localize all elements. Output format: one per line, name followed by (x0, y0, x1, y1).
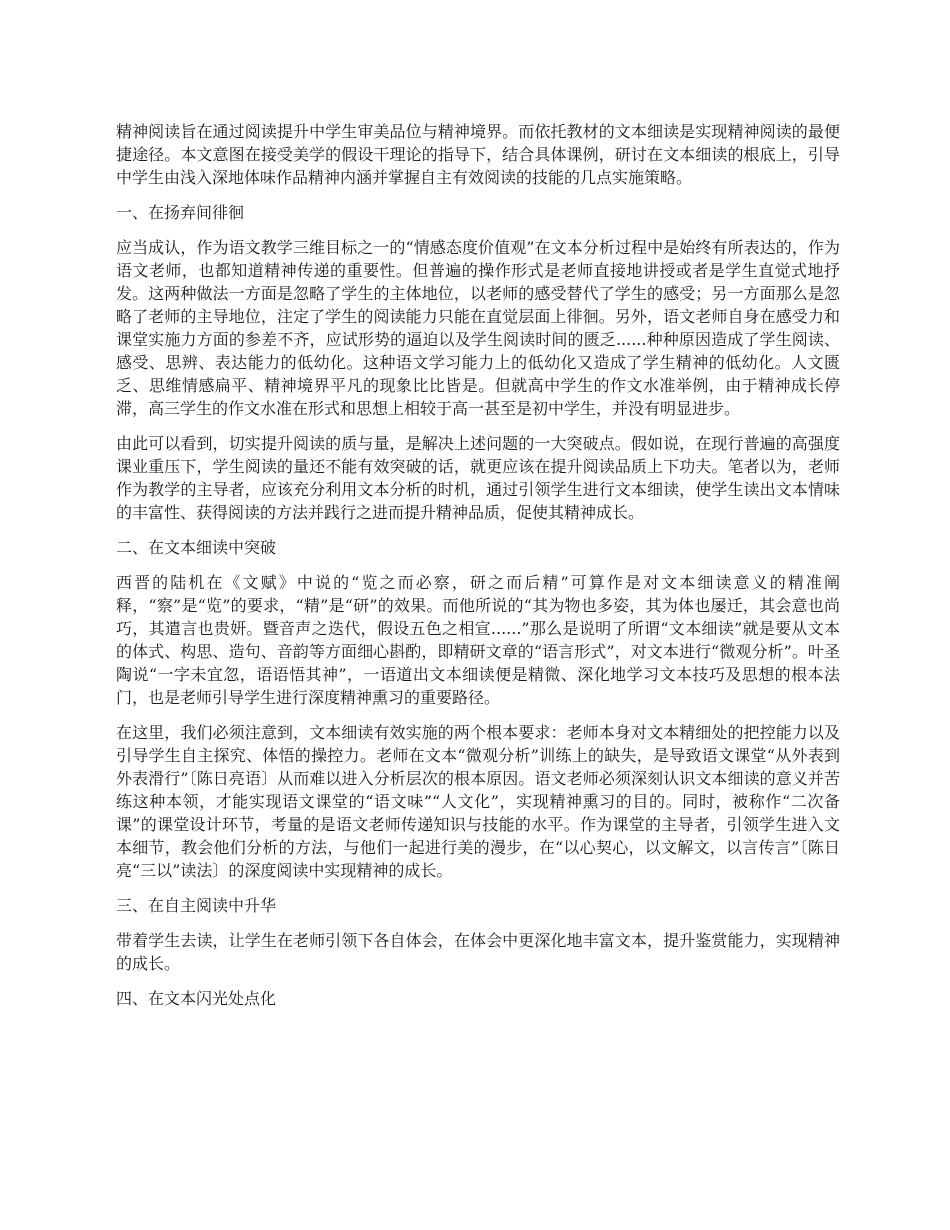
section-1-paragraph-1: 应当成认，作为语文教学三维目标之一的“情感态度价值观”在文本分析过程中是始终有所表达的，作为语文老师，也都知道精神传递的重要性。但普遍的操作形式是老师直接地讲授或者是学生直觉式地抒发。这两种做法一方面是忽略了学生的主体地位，以老师的感受替代了学生的感受；另一方面那么是忽略了老师的主导地位，注定了学生的阅读能力只能在直觉层面上徘徊。另外，语文老师自身在感受力和课堂实施力方面的参差不齐，应试形势的逼迫以及学生阅读时间的匮乏......种种原因造成了学生阅读、感受、思辨、表达能力的低幼化。这种语文学习能力上的低幼化又造成了学生精神的低幼化。人文匮乏、思维情感扁平、精神境界平凡的现象比比皆是。但就高中学生的作文水准举例，由于精神成长停滞，高三学生的作文水准在形式和思想上相较于高一甚至是初中学生，并没有明显进步。 (116, 238, 840, 418)
document-body (116, 120, 840, 1022)
intro-paragraph: 精神阅读旨在通过阅读提升中学生审美品位与精神境界。而依托教材的文本细读是实现精神阅读的最便捷途径。本文意图在接受美学的假设干理论的指导下，结合具体课例，研讨在文本细读的根底上，引导中学生由浅入深地体味作品精神内涵并掌握自主有效阅读的技能的几点实施策略。 (116, 122, 840, 187)
section-heading-3: 三、在自主阅读中升华 (116, 896, 277, 915)
section-1-paragraph-2: 由此可以看到，切实提升阅读的质与量，是解决上述问题的一大突破点。假如说，在现行普遍的高强度课业重压下，学生阅读的量还不能有效突破的话，就更应该在提升阅读品质上下功夫。笔者以为，老师作为教学的主导者，应该充分利用文本分析的时机，通过引领学生进行文本细读，使学生读出文本情味的丰富性、获得阅读的方法并践行之进而提升精神品质，促使其精神成长。 (116, 434, 840, 522)
section-heading-2: 二、在文本细读中突破 (116, 538, 277, 557)
section-2-paragraph-2: 在这里，我们必须注意到，文本细读有效实施的两个根本要求：老师本身对文本精细处的把控能力以及引导学生自主探究、体悟的操控力。老师在文本“微观分析”训练上的缺失，是导致语文课堂“从外表到外表滑行”〔陈日亮语〕从而难以进入分析层次的根本原因。语文老师必须深刻认识文本细读的意义并苦练这种本领，才能实现语文课堂的“语文味”“人文化”，实现精神熏习的目的。同时，被称作“二次备课”的课堂设计环节，考量的是语文老师传递知识与技能的水平。作为课堂的主导者，引领学生进入文本细节，教会他们分析的方法，与他们一起进行美的漫步，在“以心契心，以文解文，以言传言”〔陈日亮“三以”读法〕的深度阅读中实现精神的成长。 (116, 723, 840, 880)
section-2-paragraph-1: 西晋的陆机在《文赋》中说的“览之而必察，研之而后精”可算作是对文本细读意义的精准阐释，“察”是“览”的要求，“精”是“研”的效果。而他所说的“其为物也多姿，其为体也屡迁，其会意也尚巧，其遣言也贵妍。暨音声之迭代，假设五色之相宣......”那么是说明了所谓“文本细读”就是要从文本的体式、构思、造句、音韵等方面细心斟酌，即精研文章的“语言形式”，对文本进行“微观分析”。叶圣陶说“一字未宜忽，语语悟其神”，一语道出文本细读便是精微、深化地学习文本技巧及思想的根本法门，也是老师引导学生进行深度精神熏习的重要路径。 (116, 573, 840, 707)
section-3-paragraph-1: 带着学生去读，让学生在老师引领下各自体会，在体会中更深化地丰富文本，提升鉴赏能力，实现精神的成长。 (116, 931, 840, 973)
section-heading-1: 一、在扬弃间徘徊 (116, 203, 245, 222)
section-heading-4: 四、在文本闪光处点化 (116, 989, 277, 1008)
